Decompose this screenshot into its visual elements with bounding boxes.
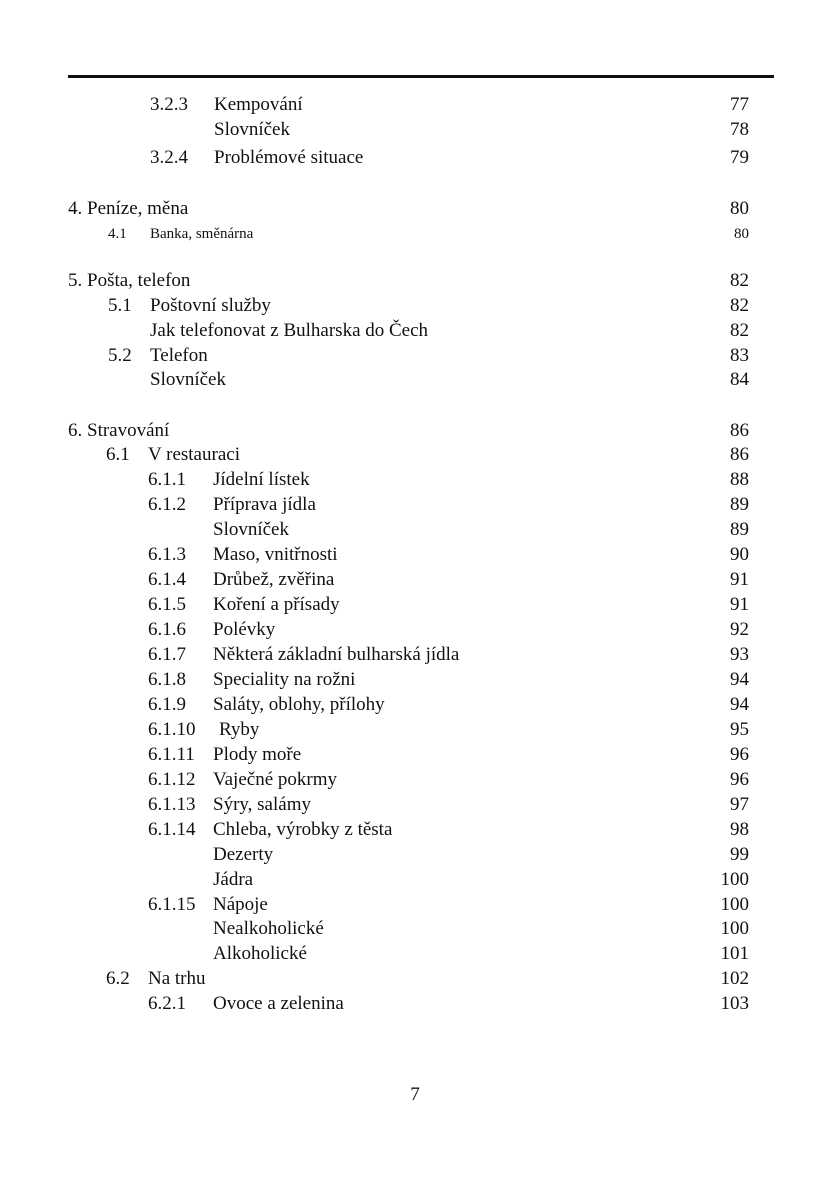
toc-entry-6-1-4	[0, 567, 837, 593]
toc-page: 90	[730, 544, 749, 565]
toc-entry-6-1-14	[0, 817, 837, 843]
toc-title: Sýry, salámy	[213, 794, 311, 815]
toc-page: 100	[720, 894, 749, 915]
toc-page: 100	[720, 918, 749, 939]
toc-entry-3-2-4	[0, 145, 837, 171]
toc-title: Problémové situace	[214, 147, 364, 168]
toc-entry-slovnicek-3-2	[0, 117, 837, 143]
toc-title: Dezerty	[213, 844, 274, 865]
toc-entry-dezerty	[0, 842, 837, 868]
toc-page: 96	[730, 769, 749, 790]
toc-entry-6-1-3	[0, 542, 837, 568]
toc-page: 82	[730, 270, 749, 291]
toc-number: 6.2	[106, 968, 130, 989]
toc-entry-6-1-2	[0, 492, 837, 518]
toc-entry-6-1-15	[0, 892, 837, 918]
toc-title: Příprava jídla	[213, 494, 316, 515]
toc-entry-6-1-9	[0, 692, 837, 718]
toc-number: 6.1	[106, 444, 130, 465]
toc-entry-6-1-11	[0, 742, 837, 768]
toc-title: Alkoholické	[213, 943, 307, 964]
toc-title: Na trhu	[148, 968, 206, 989]
toc-number: 5.2	[108, 345, 132, 366]
toc-page: 99	[730, 844, 749, 865]
toc-page: 82	[730, 320, 749, 341]
toc-title: Drůbež, zvěřina	[213, 569, 335, 590]
toc-page: 86	[730, 444, 749, 465]
toc-title: Slovníček	[214, 119, 290, 140]
toc-title: Speciality na rožni	[213, 669, 356, 690]
toc-entry-6-1-13	[0, 792, 837, 818]
toc-title: Polévky	[213, 619, 276, 640]
toc-number: 5.1	[108, 295, 132, 316]
toc-page: 80	[734, 226, 749, 242]
toc-title: Jak telefonovat z Bulharska do Čech	[150, 320, 429, 341]
toc-page: 96	[730, 744, 749, 765]
toc-entry-6-2-1	[0, 991, 837, 1017]
toc-page: 101	[720, 943, 749, 964]
toc-page: 78	[730, 119, 749, 140]
toc-title: Nealkoholické	[213, 918, 324, 939]
toc-title: Banka, směnárna	[150, 226, 254, 242]
toc-title: Poštovní služby	[150, 295, 271, 316]
toc-entry-slovnicek-5	[0, 367, 837, 393]
toc-title: Saláty, oblohy, přílohy	[213, 694, 385, 715]
toc-page: 89	[730, 494, 749, 515]
toc-entry-jak-telefonovat	[0, 318, 837, 344]
toc-title: Jádra	[213, 869, 254, 890]
toc-page: 103	[720, 993, 749, 1014]
toc-number: 6.1.7	[148, 644, 186, 665]
toc-entry-5-2	[0, 343, 837, 369]
toc-entry-6-1-12	[0, 767, 837, 793]
toc-entry-6-1-8	[0, 667, 837, 693]
toc-number: 6.1.9	[148, 694, 186, 715]
toc-number: 6.1.4	[148, 569, 186, 590]
toc-page: 97	[730, 794, 749, 815]
toc-page: 95	[730, 719, 749, 740]
toc-entry-3-2-3	[0, 92, 837, 118]
toc-number: 6.1.12	[148, 769, 196, 790]
toc-number: 6.1.5	[148, 594, 186, 615]
toc-page: 91	[730, 569, 749, 590]
toc-title: Nápoje	[213, 894, 268, 915]
toc-entry-6-1-5	[0, 592, 837, 618]
toc-page: 83	[730, 345, 749, 366]
toc-page: 82	[730, 295, 749, 316]
toc-number: 6.1.3	[148, 544, 186, 565]
toc-title: Ryby	[219, 719, 260, 740]
toc-chapter-title: 4. Peníze, měna	[68, 198, 189, 219]
toc-page: 79	[730, 147, 749, 168]
toc-number: 6.1.14	[148, 819, 196, 840]
toc-number: 6.2.1	[148, 993, 186, 1014]
toc-title: Maso, vnitřnosti	[213, 544, 338, 565]
toc-title: Vaječné pokrmy	[213, 769, 337, 790]
toc-number: 6.1.2	[148, 494, 186, 515]
toc-page: 88	[730, 469, 749, 490]
toc-number: 4.1	[108, 226, 127, 242]
toc-number: 6.1.13	[148, 794, 196, 815]
toc-number: 6.1.6	[148, 619, 186, 640]
toc-title: Slovníček	[213, 519, 289, 540]
toc-page: 102	[720, 968, 749, 989]
toc-page: 94	[730, 669, 749, 690]
toc-entry-6-1-7	[0, 642, 837, 668]
toc-entry-5-1	[0, 293, 837, 319]
toc-page: 94	[730, 694, 749, 715]
toc-entry-6-2	[0, 966, 837, 992]
toc-entry-6-1-10	[0, 717, 837, 743]
toc-entry-6-1-1	[0, 467, 837, 493]
toc-entry-6-1	[0, 442, 837, 468]
toc-entry-jadra	[0, 867, 837, 893]
toc-page: 77	[730, 94, 749, 115]
toc-chapter-5	[0, 268, 837, 294]
toc-title: Ovoce a zelenina	[213, 993, 344, 1014]
toc-chapter-title: 5. Pošta, telefon	[68, 270, 191, 291]
toc-title: Plody moře	[213, 744, 302, 765]
toc-entry-nealkoholicke	[0, 916, 837, 942]
toc-title: V restauraci	[148, 444, 240, 465]
toc-page: 84	[730, 369, 749, 390]
toc-number: 3.2.4	[150, 147, 188, 168]
toc-number: 6.1.8	[148, 669, 186, 690]
toc-title: Kempování	[214, 94, 303, 115]
toc-title: Koření a přísady	[213, 594, 340, 615]
toc-page: 93	[730, 644, 749, 665]
toc-number: 6.1.11	[148, 744, 195, 765]
toc-title: Telefon	[150, 345, 208, 366]
toc-chapter-4	[0, 196, 837, 222]
toc-title: Slovníček	[150, 369, 226, 390]
toc-title: Některá základní bulharská jídla	[213, 644, 460, 665]
toc-chapter-6	[0, 418, 837, 444]
toc-number: 3.2.3	[150, 94, 188, 115]
toc-page: 80	[730, 198, 749, 219]
toc-page: 86	[730, 420, 749, 441]
toc-number: 6.1.1	[148, 469, 186, 490]
toc-entry-alkoholicke	[0, 941, 837, 967]
toc-page: 98	[730, 819, 749, 840]
toc-entry-6-1-6	[0, 617, 837, 643]
page-number: 7	[410, 1084, 420, 1105]
toc-page: 89	[730, 519, 749, 540]
toc-title: Chleba, výrobky z těsta	[213, 819, 393, 840]
toc-number: 6.1.15	[148, 894, 196, 915]
toc-entry-4-1	[0, 221, 837, 247]
toc-page: 92	[730, 619, 749, 640]
toc-page: 91	[730, 594, 749, 615]
toc-entry-slovnicek-6	[0, 517, 837, 543]
toc-title: Jídelní lístek	[213, 469, 310, 490]
toc-page: 100	[720, 869, 749, 890]
toc-number: 6.1.10	[148, 719, 196, 740]
toc-chapter-title: 6. Stravování	[68, 420, 170, 441]
